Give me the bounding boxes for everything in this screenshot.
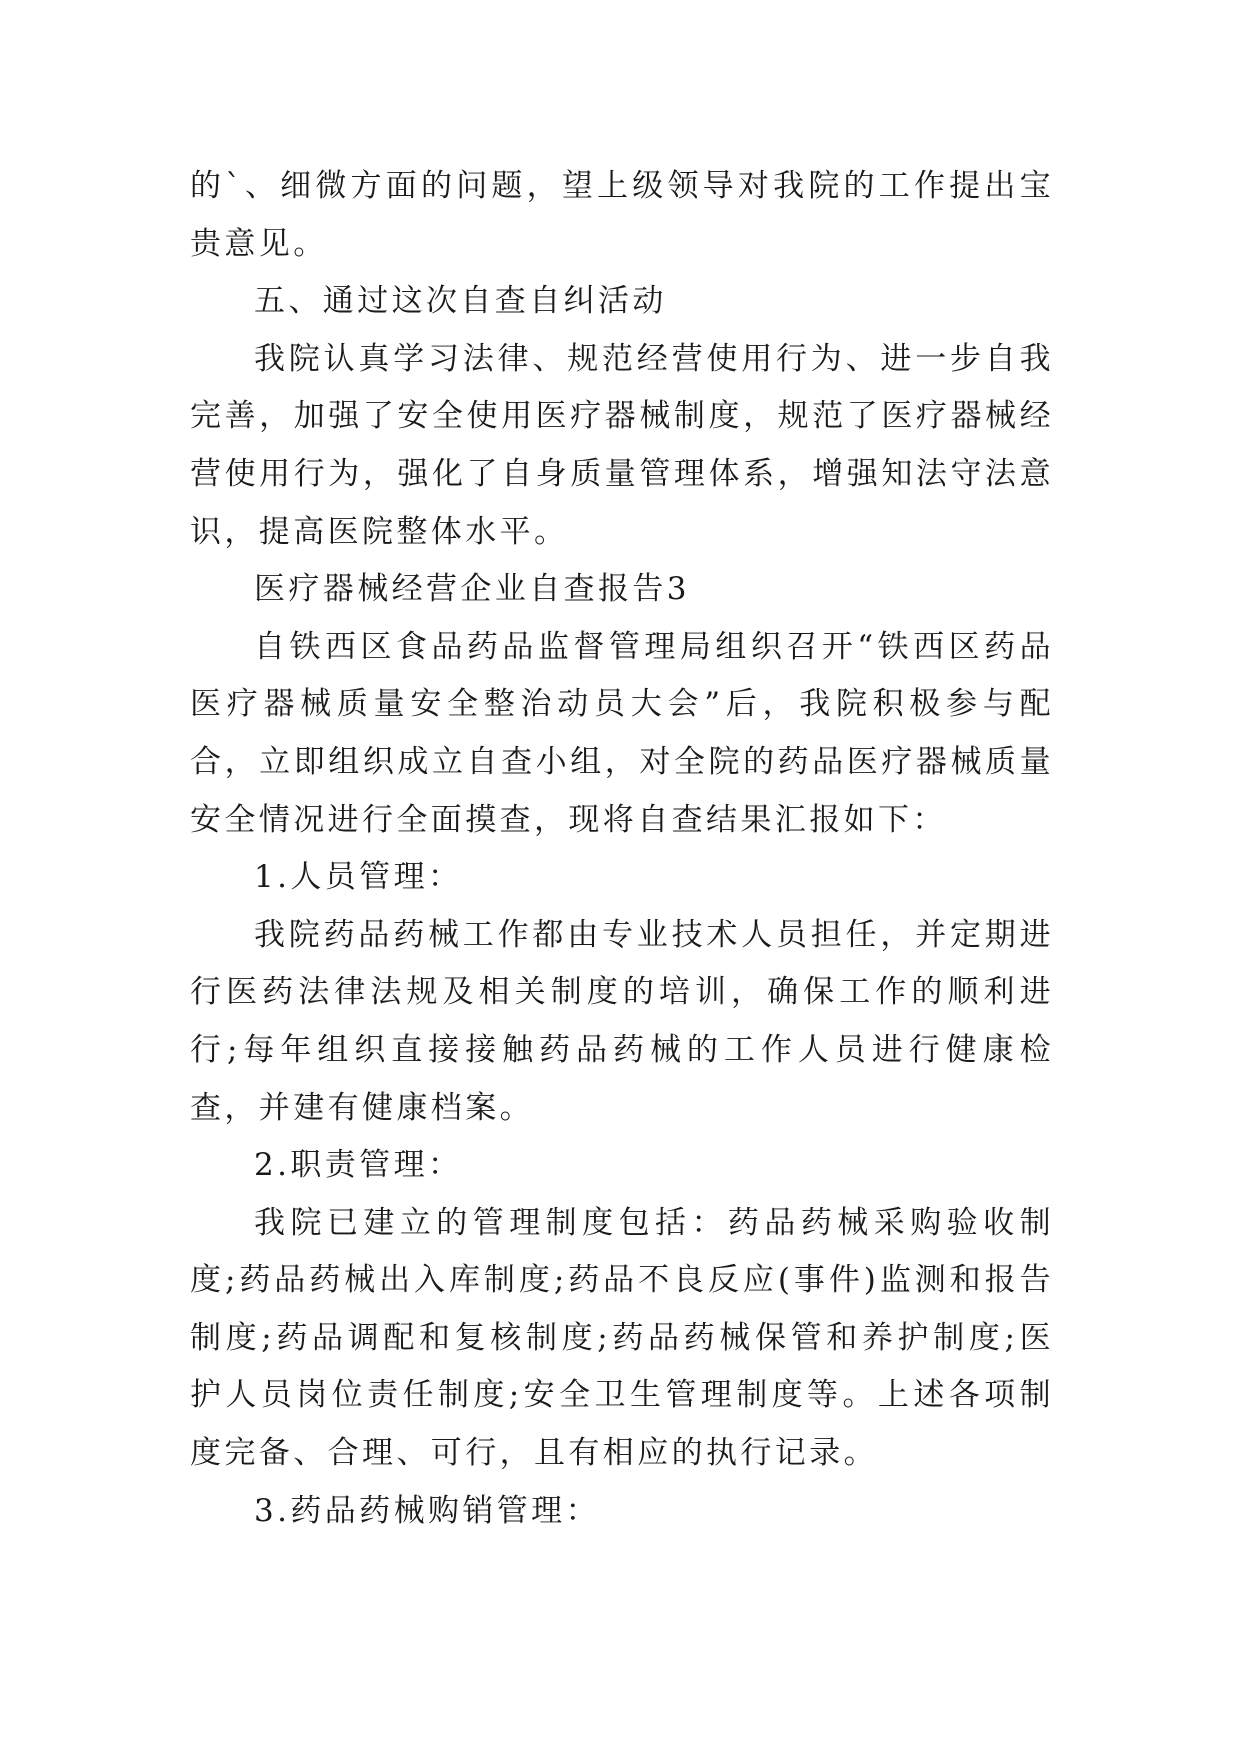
section-heading: 医疗器械经营企业自查报告3	[254, 571, 690, 608]
item-heading-3: 3.药品药械购销管理：	[254, 1492, 600, 1529]
item-heading-2: 2.职责管理：	[254, 1147, 463, 1184]
paragraph-5: 自铁西区食品药品监督管理局组织召开“铁西区药品医疗器械质量安全整治动员大会”后，我院积极参与配合，立即组织成立自查小组，对全院的药品医疗器械质量安全情况进行全面摸查，现将自查结果汇报如下：	[190, 628, 1054, 838]
paragraph-9: 我院已建立的管理制度包括：药品药械采购验收制度;药品药械出入库制度;药品不良反应(事件)监测和报告制度;药品调配和复核制度;药品药械保管和养护制度;医护人员岗位责任制度;安全卫生管理制度等。上述各项制度完备、合理、可行，且有相应的执行记录。	[190, 1204, 1054, 1472]
paragraph-7: 我院药品药械工作都由专业技术人员担任，并定期进行医药法律法规及相关制度的培训，确保工作的顺利进行;每年组织直接接触药品药械的工作人员进行健康检查，并建有健康档案。	[190, 916, 1054, 1126]
paragraph-1: 的`、细微方面的问题，望上级领导对我院的工作提出宝贵意见。	[190, 168, 1054, 262]
document-body	[190, 158, 1054, 1540]
paragraph-2: 五、通过这次自查自纠活动	[254, 283, 667, 320]
item-heading-1: 1.人员管理：	[254, 859, 463, 896]
paragraph-3: 我院认真学习法律、规范经营使用行为、进一步自我完善，加强了安全使用医疗器械制度，规范了医疗器械经营使用行为，强化了自身质量管理体系，增强知法守法意识，提高医院整体水平。	[190, 340, 1054, 550]
